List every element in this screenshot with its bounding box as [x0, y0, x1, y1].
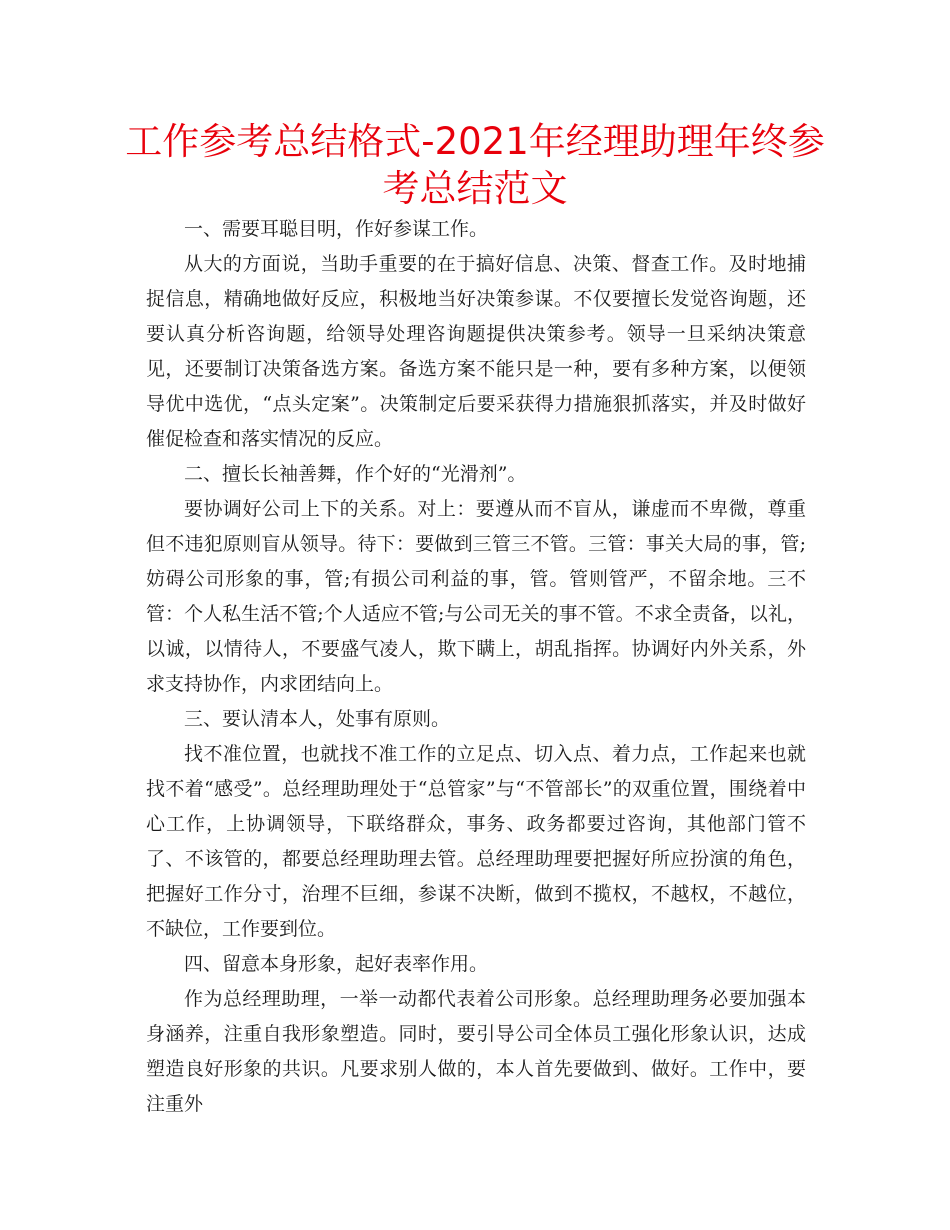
- paragraph-1: 从大的方面说，当助手重要的在于搞好信息、决策、督查工作。及时地捕捉信息，精确地做好反应，积极地当好决策参谋。不仅要擅长发觉咨询题，还要认真分析咨询题，给领导处理咨询题提供决策参考。领导一旦采纳决策意见，还要制订决策备选方案。备选方案不能只是一种，要有多种方案，以便领导优中选优，“点头定案”。决策制定后要采获得力措施狠抓落实，并及时做好催促检查和落实情况的反应。: [146, 253, 806, 450]
- paragraph-2: 要协调好公司上下的关系。对上：要遵从而不盲从，谦虚而不卑微，尊重但不违犯原则盲从领导。待下：要做到三管三不管。三管：事关大局的事，管;妨碍公司形象的事，管;有损公司利益的事，管。管则管严，不留余地。三不管：个人私生活不管;个人适应不管;与公司无关的事不管。不求全责备，以礼，以诚，以情待人，不要盛气凌人，欺下瞒上，胡乱指挥。协调好内外关系，外求支持协作，内求团结向上。: [146, 498, 806, 695]
- section-heading-3: 三、要认清本人，处事有原则。: [184, 708, 451, 730]
- section-heading-4: 四、留意本身形象，起好表率作用。: [184, 953, 489, 975]
- paragraph-4: 作为总经理助理，一举一动都代表着公司形象。总经理助理务必要加强本身涵养，注重自我形象塑造。同时，要引导公司全体员工强化形象认识，达成塑造良好形象的共识。凡要求别人做的，本人首先要做到、做好。工作中，要注重外: [146, 988, 806, 1115]
- document-title: 工作参考总结格式-2021年经理助理年终参考总结范文: [125, 120, 825, 210]
- paragraph-3: 找不准位置，也就找不准工作的立足点、切入点、着力点，工作起来也就找不着“感受”。总经理助理处于“总管家”与“不管部长”的双重位置，围绕着中心工作，上协调领导，下联络群众，事务、政务都要过咨询，其他部门管不了、不该管的，都要总经理助理去管。总经理助理要把握好所应扮演的角色，把握好工作分寸，治理不巨细，参谋不决断，做到不揽权，不越权，不越位，不缺位，工作要到位。: [146, 743, 806, 940]
- section-heading-2: 二、擅长长袖善舞，作个好的“光滑剂”。: [184, 463, 527, 485]
- section-heading-1: 一、需要耳聪目明，作好参谋工作。: [184, 218, 489, 240]
- document-body: [146, 212, 806, 1122]
